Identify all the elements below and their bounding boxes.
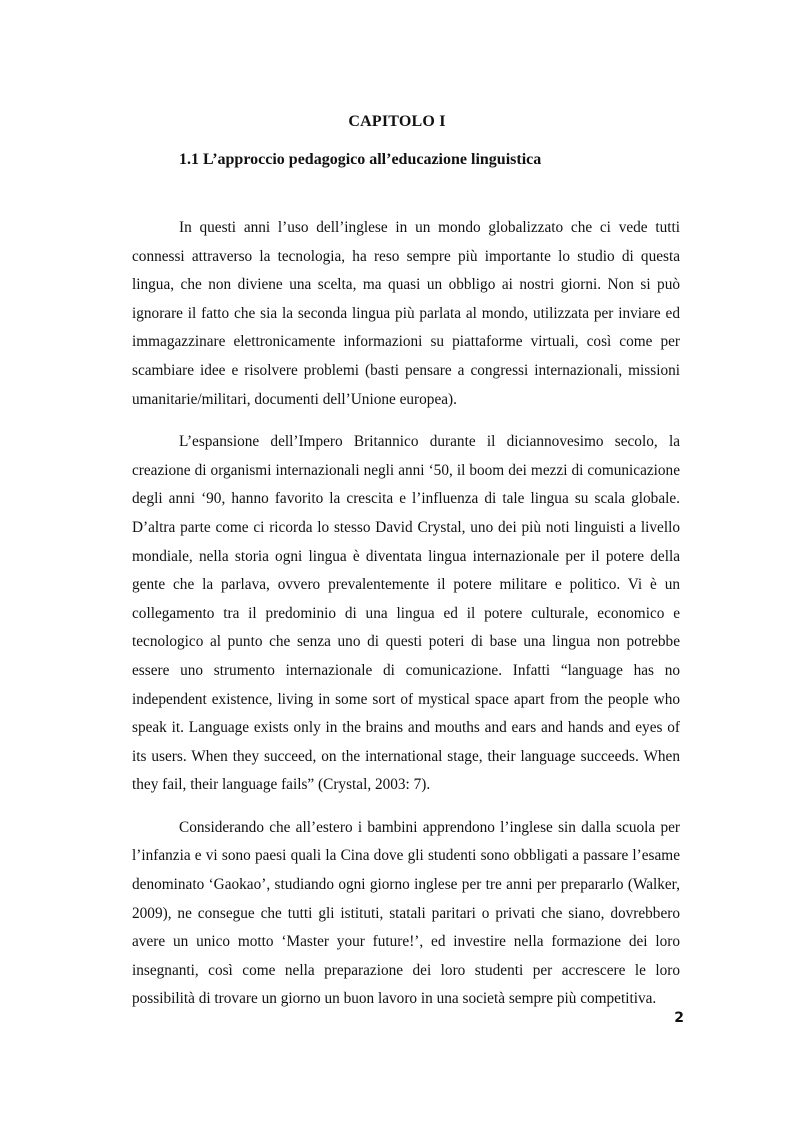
chapter-title: CAPITOLO I <box>348 113 446 130</box>
paragraph-3: Considerando che all’estero i bambini apprendono l’inglese sin dalla scuola per l’infanzia e vi sono paesi quali la Cina dove gli studenti sono obbligati a passare l’esame denominato ‘Gaokao’, studiando ogni giorno inglese per tre anni per prepararlo (Walker, 2009), ne consegue che tutti gli istituti, statali paritari o privati che siano, dovrebbero avere un unico motto ‘Master your future!’, ed investire nella formazione dei loro insegnanti, così come nella preparazione dei loro studenti per accrescere le loro possibilità di trovare un giorno un buon lavoro in una società sempre più competitiva. <box>132 818 680 1008</box>
body-text <box>132 214 680 1028</box>
paragraph-1: In questi anni l’uso dell’inglese in un mondo globalizzato che ci vede tutti connessi attraverso la tecnologia, ha reso sempre più importante lo studio di questa lingua, che non diviene una scelta, ma quasi un obbligo ai nostri giorni. Non si può ignorare il fatto che sia la seconda lingua più parlata al mondo, utilizzata per inviare ed immagazzinare elettronicamente informazioni su piattaforme virtuali, così come per scambiare idee e risolvere problemi (basti pensare a congressi internazionali, missioni umanitarie/militari, documenti dell’Unione europea). <box>132 219 680 408</box>
paragraph-2: L’espansione dell’Impero Britannico durante il diciannovesimo secolo, la creazione di organismi internazionali negli anni ‘50, il boom dei mezzi di comunicazione degli anni ‘90, hanno favorito la crescita e l’influenza di tale lingua su scala globale. D’altra parte come ci ricorda lo stesso David Crystal, uno dei più noti linguisti a livello mondiale, nella storia ogni lingua è diventata lingua internazionale per il potere della gente che la parlava, ovvero prevalentemente il potere militare e politico. Vi è un collegamento tra il predominio di una lingua ed il potere culturale, economico e tecnologico al punto che senza uno di questi poteri di base una lingua non potrebbe essere uno strumento internazionale di comunicazione. Infatti “language has no independent existence, living in some sort of mystical space apart from the people who speak it. Language exists only in the brains and mouths and ears and hands and eyes of its users. When they succeed, on the international stage, their language succeeds. When they fail, their language fails” (Crystal, 2003: 7). <box>132 433 680 794</box>
page-number: 2 <box>674 1010 684 1026</box>
section-title: 1.1 L’approccio pedagogico all’educazione linguistica <box>179 151 542 168</box>
